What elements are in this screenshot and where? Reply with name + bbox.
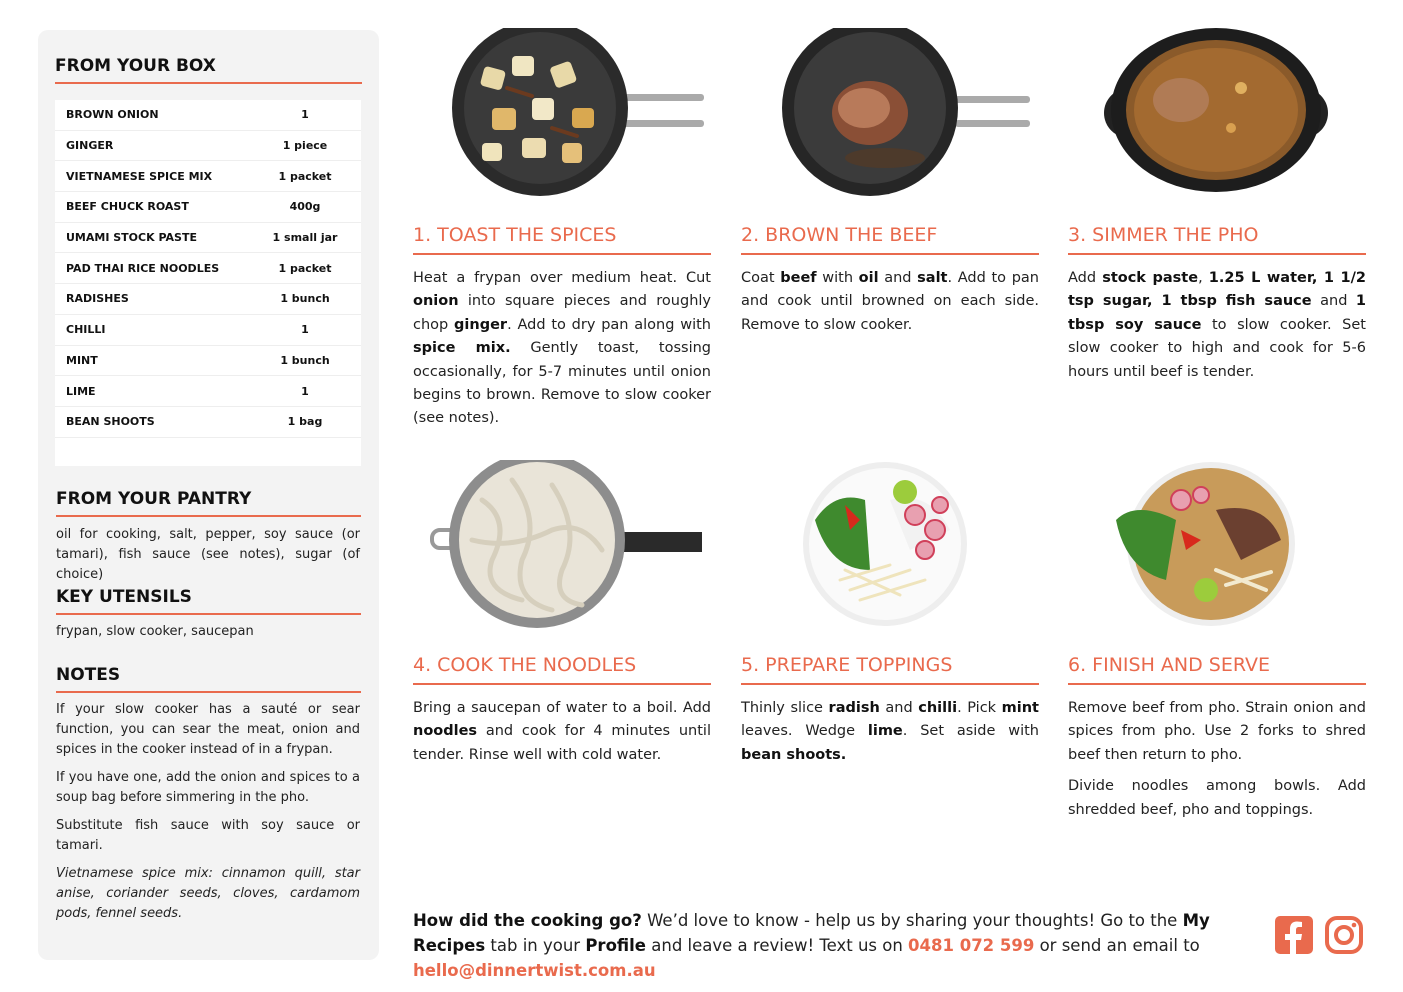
bold-ingredient: beef	[780, 270, 817, 286]
bold-ingredient: 1 tbsp soy sauce	[1068, 293, 1367, 333]
ingredient-qty: 1 bag	[287, 415, 323, 429]
ingredient-row	[55, 376, 361, 407]
instruction-text: to slow cooker. Set slow cooker to high and cook for 5-6 hours until beef is tender.	[1068, 316, 1366, 380]
ingredient-name: PAD THAI RICE NOODLES	[66, 261, 220, 275]
step-6-title: 6. FINISH AND SERVE	[1068, 654, 1366, 685]
ingredient-name: CHILLI	[66, 323, 106, 337]
ingredient-qty: 1 small jar	[272, 231, 338, 245]
bold-ingredient: mint	[1001, 700, 1039, 716]
sidebar	[38, 30, 379, 960]
ingredient-qty: 1	[301, 384, 309, 398]
step-paragraph	[741, 267, 1039, 337]
step-paragraph: Divide noodles among bowls. Add shredded beef, pho and toppings.	[1068, 778, 1366, 818]
ingredient-name: MINT	[66, 353, 98, 367]
step-paragraph	[741, 697, 1039, 767]
instruction-text: and cook for 4 minutes until tender. Rinse well with cold water.	[413, 723, 711, 763]
note-item: If your slow cooker has a sauté or sear function, you can sear the meat, onion and spices in the cooker instead of in a frypan.	[56, 702, 360, 757]
step-2-text	[741, 267, 1039, 337]
instruction-text: Heat a frypan over medium heat. Cut	[413, 270, 711, 286]
bold-ingredient: stock paste	[1102, 270, 1199, 286]
ingredient-qty: 1 piece	[282, 139, 328, 153]
instruction-text: Coat	[741, 270, 781, 286]
ingredient-qty: 1 packet	[278, 169, 332, 183]
ingredient-name: VIETNAMESE SPICE MIX	[66, 169, 213, 183]
ingredient-qty: 1	[301, 108, 309, 122]
bold-ingredient: onion	[413, 293, 459, 310]
note-item: Vietnamese spice mix: cinnamon quill, star anise, coriander seeds, cloves, cardamom pods, fennel seeds.	[56, 866, 360, 921]
from-your-box-title: FROM YOUR BOX	[55, 56, 362, 84]
step-2-title: 2. BROWN THE BEEF	[741, 224, 1039, 255]
instruction-text: and	[878, 270, 918, 286]
instruction-text: and	[1311, 293, 1356, 310]
step-5-photo	[740, 460, 1040, 630]
bold-ingredient: spice mix.	[413, 340, 511, 357]
facebook-icon[interactable]	[1275, 916, 1313, 954]
notes-list	[56, 700, 360, 932]
instruction-text: . Pick	[957, 700, 1002, 716]
bold-ingredient: lime	[867, 723, 903, 740]
bold-ingredient: ginger	[454, 316, 508, 333]
bold-ingredient: noodles	[413, 723, 478, 740]
utensils-text: frypan, slow cooker, saucepan	[56, 624, 254, 639]
instruction-text: leaves. Wedge	[741, 723, 868, 740]
ingredient-name: LIME	[66, 384, 96, 398]
instruction-text: Bring a saucepan of water to a boil. Add	[413, 700, 711, 716]
instruction-text: Gently toast, tossing occasionally, for 5-7 minutes until onion begins to brown. Remove to slow cooker (see notes).	[413, 340, 711, 427]
instruction-text: ,	[1198, 270, 1209, 286]
ingredient-row	[55, 407, 361, 438]
instruction-text: into square pieces and roughly chop	[413, 293, 711, 333]
my-recipes-link[interactable]: My Recipes	[413, 911, 1210, 955]
key-utensils-title: KEY UTENSILS	[56, 587, 361, 615]
step-1-photo	[412, 28, 712, 198]
step-6-photo	[1066, 460, 1366, 630]
ingredient-name: GINGER	[66, 139, 114, 153]
ingredients-table	[55, 100, 361, 466]
ingredient-name: BEEF CHUCK ROAST	[66, 200, 189, 214]
bold-ingredient: chilli	[918, 700, 958, 716]
note-item: If you have one, add the onion and spices to a soup bag before simmering in the pho.	[56, 770, 360, 805]
step-3-text	[1068, 267, 1366, 384]
ingredient-name: BEAN SHOOTS	[66, 415, 155, 429]
step-5-title: 5. PREPARE TOPPINGS	[741, 654, 1039, 685]
ingredient-qty: 1 packet	[278, 261, 332, 275]
phone-link[interactable]: 0481 072 599	[908, 936, 1035, 955]
step-6-text	[1068, 697, 1366, 822]
ingredient-qty: 400g	[289, 200, 321, 214]
ingredient-qty: 1 bunch	[280, 292, 330, 306]
footer-text: We’d love to know - help us by sharing your thoughts! Go to the	[641, 911, 1183, 930]
ingredient-row	[55, 192, 361, 223]
ingredient-row	[55, 161, 361, 192]
pantry-text: oil for cooking, salt, pepper, soy sauce (or tamari), fish sauce (see notes), sugar (of choice)	[56, 527, 360, 582]
step-3-title: 3. SIMMER THE PHO	[1068, 224, 1366, 255]
bold-ingredient: salt	[917, 270, 948, 286]
instruction-text: Add	[1068, 270, 1103, 286]
bold-ingredient: 1.25 L water, 1 1/2 tsp sugar, 1 tbsp fish sauce	[1068, 270, 1367, 310]
instruction-text: . Set aside with	[902, 723, 1039, 740]
feedback-footer	[413, 908, 1263, 983]
ingredient-row	[55, 253, 361, 284]
step-4-text	[413, 697, 711, 767]
step-paragraph	[1068, 267, 1366, 384]
ingredient-row	[55, 315, 361, 346]
step-2-photo	[740, 28, 1040, 198]
instruction-text: Thinly slice	[741, 700, 829, 716]
step-3-photo	[1066, 28, 1366, 198]
bold-ingredient: bean shoots.	[741, 746, 847, 763]
ingredient-row	[55, 223, 361, 254]
bold-ingredient: radish	[828, 700, 880, 716]
instruction-text: . Add to pan and cook until browned on each side. Remove to slow cooker.	[741, 270, 1039, 333]
step-paragraph	[413, 267, 711, 431]
instruction-text: and	[879, 700, 919, 716]
notes-title: NOTES	[56, 665, 361, 693]
instruction-text: . Add to dry pan along with	[507, 316, 711, 333]
email-link[interactable]: hello@dinnertwist.com.au	[413, 961, 656, 980]
ingredient-qty: 1 bunch	[280, 353, 330, 367]
ingredient-name: BROWN ONION	[66, 108, 159, 122]
instruction-text: Remove beef from pho. Strain onion and spices from pho. Use 2 forks to shred beef then return to pho.	[1068, 700, 1366, 763]
step-4-photo	[412, 460, 712, 630]
step-5-text	[741, 697, 1039, 767]
ingredient-name: RADISHES	[66, 292, 129, 306]
ingredient-qty: 1	[301, 323, 309, 337]
ingredient-row	[55, 284, 361, 315]
step-paragraph	[1068, 697, 1366, 767]
ingredient-row	[55, 346, 361, 377]
bold-ingredient: oil	[858, 270, 879, 286]
ingredient-row	[55, 100, 361, 131]
note-item: Substitute fish sauce with soy sauce or tamari.	[56, 818, 360, 853]
from-your-pantry-title: FROM YOUR PANTRY	[56, 489, 361, 517]
ingredient-row	[55, 131, 361, 162]
profile-link[interactable]: Profile	[585, 936, 646, 955]
footer-text: tab in your	[485, 936, 586, 955]
instruction-text: with	[816, 270, 859, 286]
step-paragraph	[413, 697, 711, 767]
footer-text: or send an email to	[1034, 936, 1200, 955]
ingredient-name: UMAMI STOCK PASTE	[66, 231, 197, 245]
step-4-title: 4. COOK THE NOODLES	[413, 654, 711, 685]
step-1-title: 1. TOAST THE SPICES	[413, 224, 711, 255]
instagram-icon[interactable]	[1325, 916, 1363, 954]
footer-text: and leave a review! Text us on	[646, 936, 909, 955]
feedback-question: How did the cooking go?	[413, 911, 642, 930]
step-1-text	[413, 267, 711, 431]
